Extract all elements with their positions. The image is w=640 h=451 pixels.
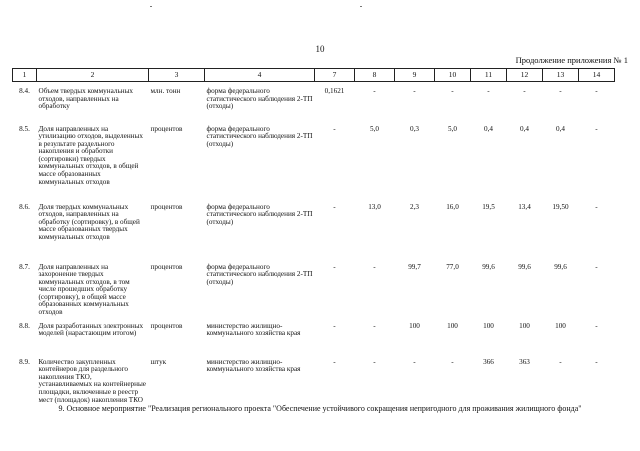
data-source: форма федерального статистического наблюдения 2-ТП (отходы) <box>206 262 313 286</box>
value-cell: 99,6 <box>518 262 531 271</box>
scan-speck <box>150 6 152 7</box>
row-number: 8.9. <box>19 357 30 366</box>
value-cell: - <box>413 87 416 95</box>
indicators-table <box>12 68 615 417</box>
value-cell: 0,3 <box>410 124 419 133</box>
unit: млн. тонн <box>150 87 181 95</box>
value-cell: 0,1621 <box>324 87 345 95</box>
data-source: министерство жилищно-коммунального хозяйства края <box>206 357 301 374</box>
value-cell: - <box>523 87 526 95</box>
column-header: 12 <box>507 69 543 82</box>
unit: процентов <box>150 124 183 133</box>
table-row <box>13 198 615 258</box>
data-source: министерство жилищно-коммунального хозяйства края <box>206 321 301 338</box>
column-header: 11 <box>471 69 507 82</box>
value-cell: 5,0 <box>370 124 379 133</box>
value-cell: 19,50 <box>552 202 569 211</box>
scan-speck <box>360 6 362 7</box>
value-cell: 100 <box>483 321 494 330</box>
unit: процентов <box>150 262 183 271</box>
value-cell: - <box>559 357 562 366</box>
value-cell: 13,4 <box>518 202 531 211</box>
row-number: 8.8. <box>19 321 30 330</box>
unit: процентов <box>150 202 183 211</box>
value-cell: 0,4 <box>556 124 565 133</box>
value-cell: - <box>595 202 598 211</box>
value-cell: 16,0 <box>446 202 459 211</box>
header-row <box>13 69 615 82</box>
row-number: 8.7. <box>19 262 30 271</box>
value-cell: - <box>333 202 336 211</box>
value-cell: 100 <box>409 321 420 330</box>
value-cell: - <box>451 357 454 366</box>
value-cell: - <box>487 87 490 95</box>
value-cell: 100 <box>519 321 530 330</box>
value-cell: 2,3 <box>410 202 419 211</box>
data-source: форма федерального статистического наблюдения 2-ТП (отходы) <box>206 124 313 148</box>
table-row <box>13 317 615 353</box>
unit: штук <box>150 357 167 366</box>
value-cell: 5,0 <box>448 124 457 133</box>
value-cell: - <box>373 87 376 95</box>
table-row <box>13 120 615 198</box>
continuation-label: Продолжение приложения № 1 <box>515 55 628 65</box>
page-number: 10 <box>315 44 325 54</box>
column-header: 3 <box>149 69 205 82</box>
value-cell: - <box>559 87 562 95</box>
value-cell: - <box>413 357 416 366</box>
value-cell: 363 <box>519 357 530 366</box>
indicator-name: Количество закупленных контейнеров для раздельного накопления ТКО, устанавливаемых на контейнерные площадки, включенные в реестр мест (площадок) накопления ТКО <box>38 357 146 404</box>
row-number: 8.5. <box>19 124 30 133</box>
indicator-name: Доля разработанных электронных моделей (нарастающим итогом) <box>38 321 144 338</box>
value-cell: - <box>451 87 454 95</box>
column-header: 13 <box>543 69 579 82</box>
value-cell: 100 <box>555 321 566 330</box>
value-cell: 366 <box>483 357 494 366</box>
row-number: 8.4. <box>19 87 30 95</box>
column-header: 1 <box>13 69 37 82</box>
value-cell: - <box>333 321 336 330</box>
value-cell: - <box>333 262 336 271</box>
indicator-name: Доля направленных на утилизацию отходов, выделенных в результате раздельного накопления и обработки (сортировки) твердых коммунальных отходов, в общей массе образованных коммунальных отходов <box>38 124 143 186</box>
value-cell: 99,6 <box>482 262 495 271</box>
value-cell: - <box>595 124 598 133</box>
indicator-name: Доля твердых коммунальных отходов, направленных на обработку (сортировку), в общей массе образованных твердых коммунальных отходов <box>38 202 140 241</box>
value-cell: 0,4 <box>520 124 529 133</box>
value-cell: 19,5 <box>482 202 495 211</box>
value-cell: - <box>373 262 376 271</box>
value-cell: - <box>333 357 336 366</box>
value-cell: 77,0 <box>446 262 459 271</box>
value-cell: - <box>595 357 598 366</box>
table-row <box>13 258 615 317</box>
value-cell: 99,6 <box>554 262 567 271</box>
column-header: 2 <box>37 69 149 82</box>
column-header: 4 <box>205 69 315 82</box>
column-header: 7 <box>315 69 355 82</box>
value-cell: 100 <box>447 321 458 330</box>
value-cell: - <box>373 357 376 366</box>
column-header: 14 <box>579 69 615 82</box>
value-cell: - <box>373 321 376 330</box>
data-source: форма федерального статистического наблюдения 2-ТП (отходы) <box>206 202 313 226</box>
value-cell: - <box>595 321 598 330</box>
data-source: форма федерального статистического наблюдения 2-ТП (отходы) <box>206 87 313 111</box>
column-header: 9 <box>395 69 435 82</box>
table-row <box>13 82 615 120</box>
value-cell: - <box>595 262 598 271</box>
row-number: 8.6. <box>19 202 30 211</box>
column-header: 8 <box>355 69 395 82</box>
indicator-name: Доля направленных на захоронение твердых коммунальных отходов, в том числе прошедших обработку (сортировку), в общей массе образованных коммунальных отходов <box>38 262 130 317</box>
value-cell: 13,0 <box>368 202 381 211</box>
unit: процентов <box>150 321 183 330</box>
value-cell: 99,7 <box>408 262 421 271</box>
value-cell: - <box>595 87 598 95</box>
value-cell: 0,4 <box>484 124 493 133</box>
indicator-name: Объем твердых коммунальных отходов, направленных на обработку <box>38 87 133 111</box>
value-cell: - <box>333 124 336 133</box>
column-header: 10 <box>435 69 471 82</box>
section-heading: 9. Основное мероприятие "Реализация регионального проекта "Обеспечение устойчивого сокращения непригодного для проживания жилищного фонда" <box>58 404 582 413</box>
